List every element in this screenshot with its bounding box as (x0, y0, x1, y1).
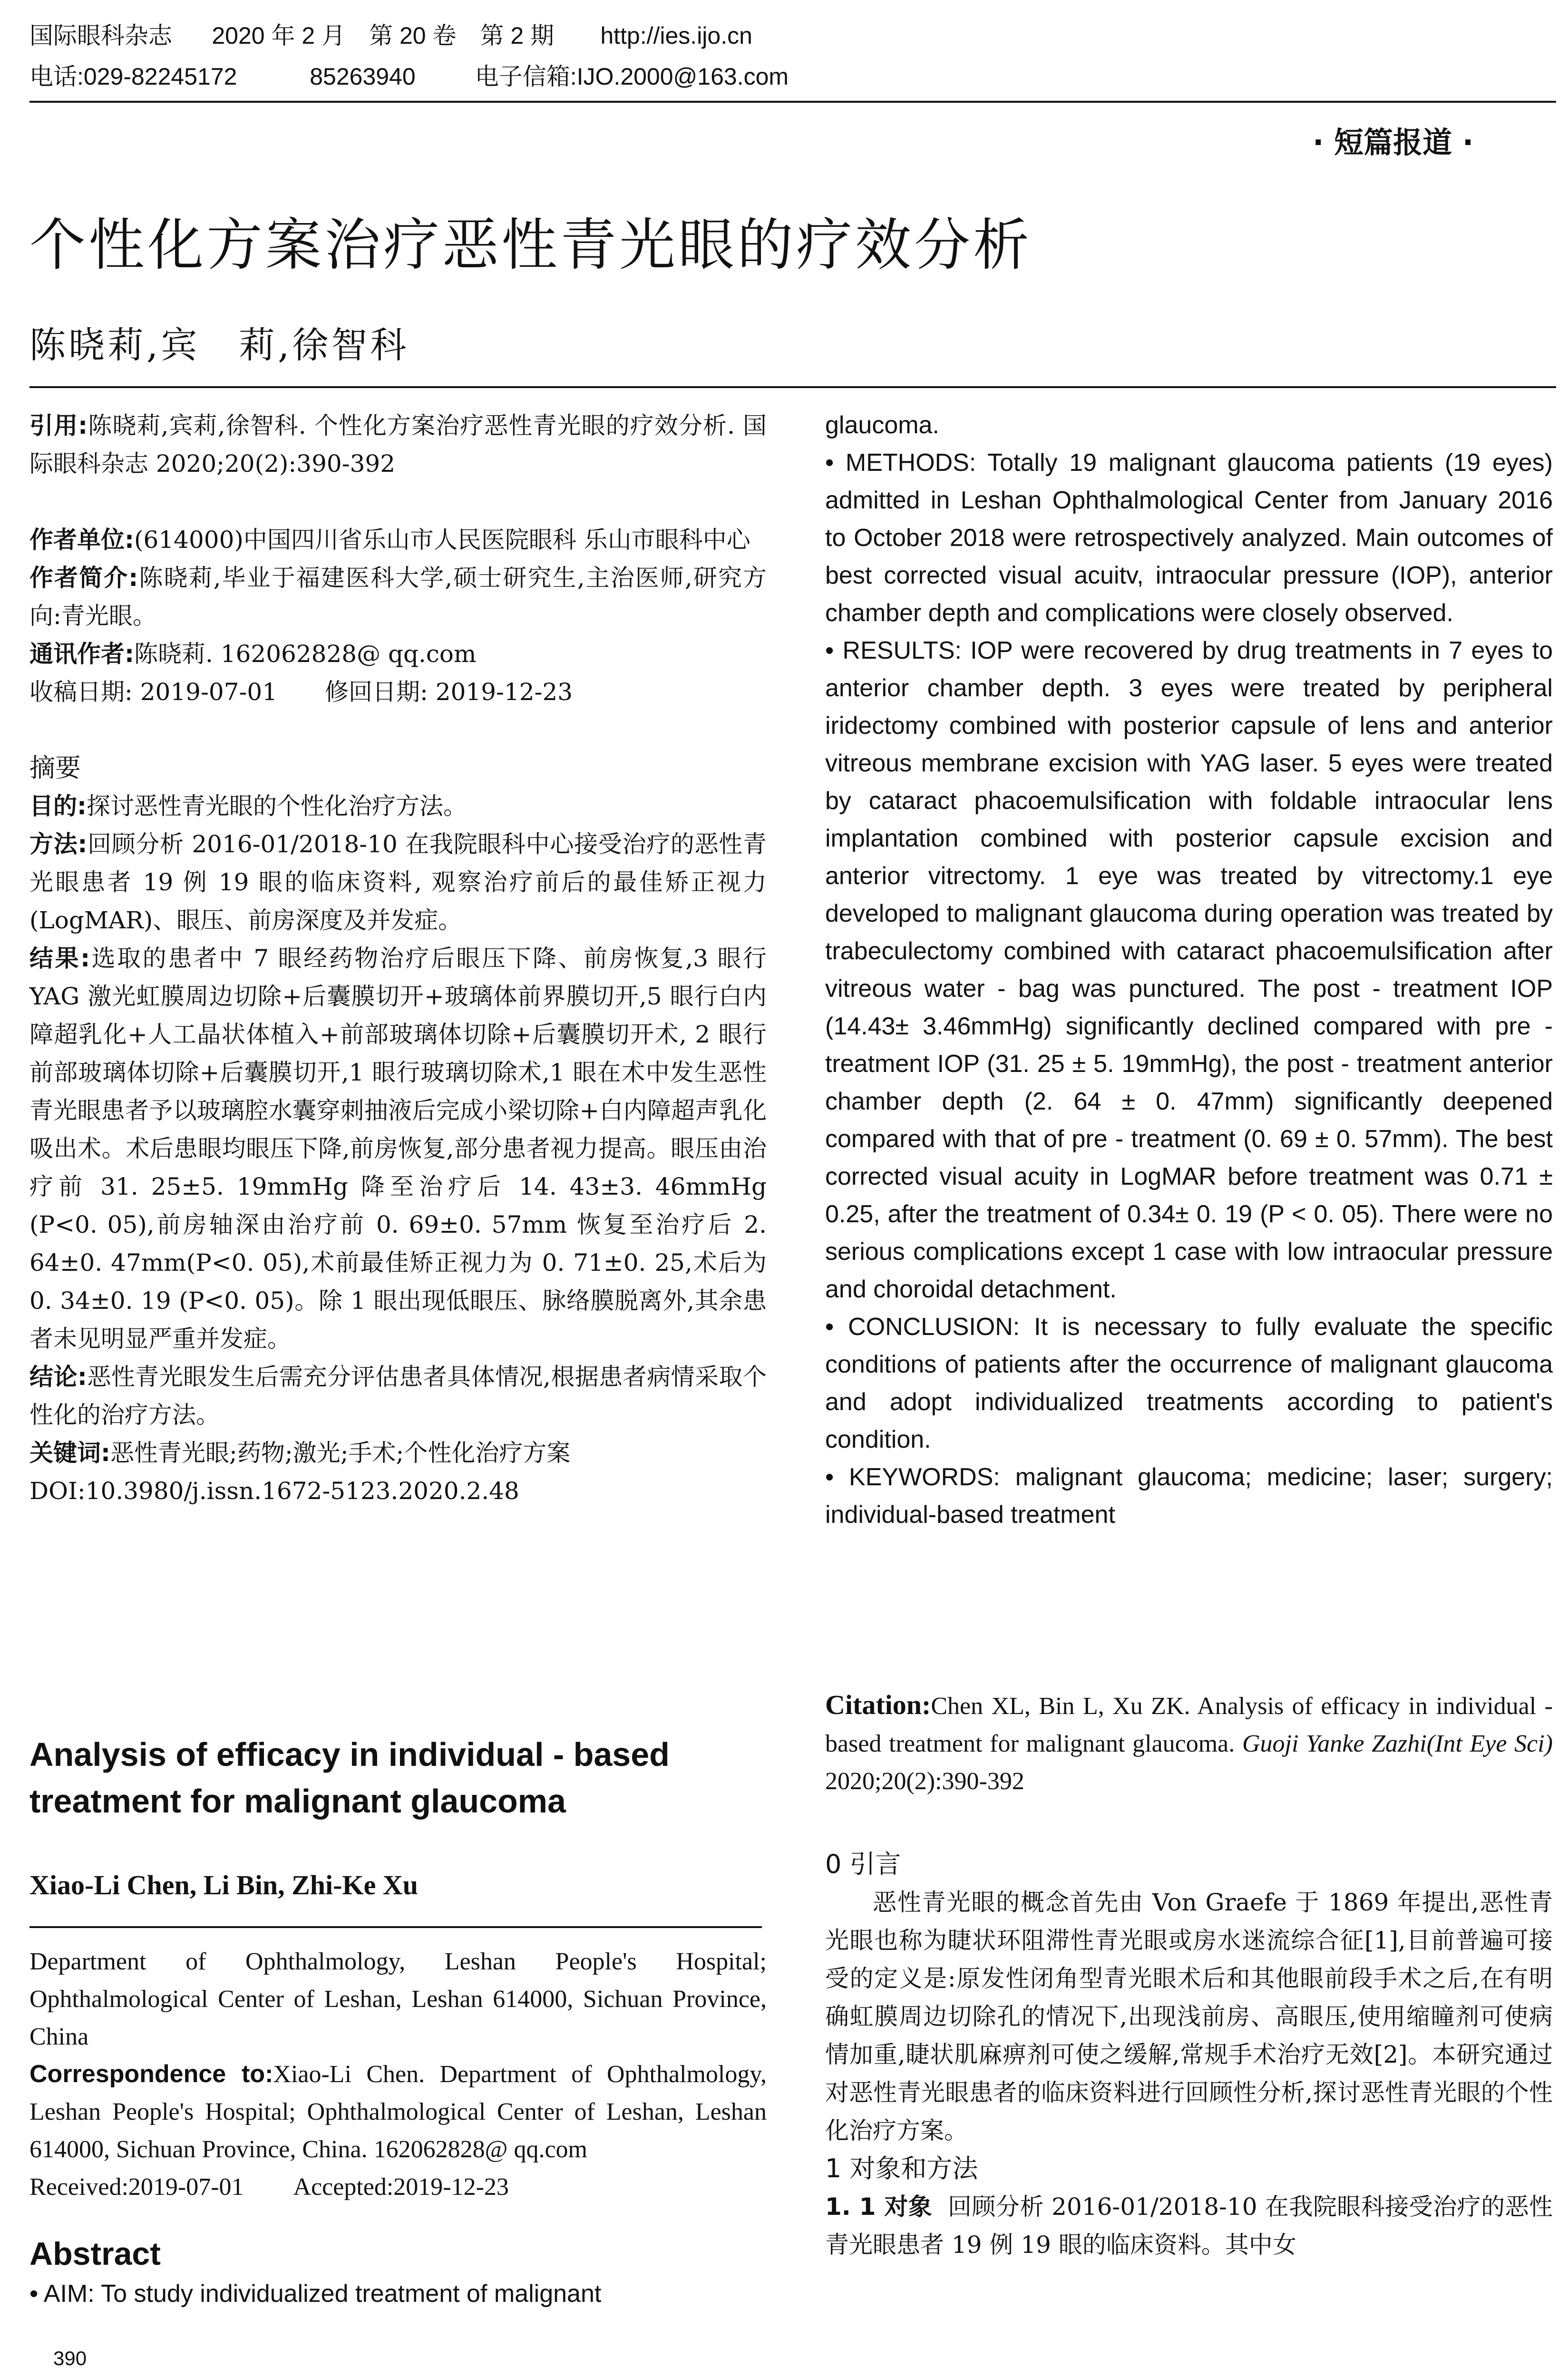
conclusion-cn (29, 1358, 767, 1434)
intro-text: 恶性青光眼的概念首先由 Von Graefe 于 1869 年提出,恶性青光眼也称为睫状环阻滞性青光眼或房水迷流综合征[1],目前普遍可接受的定义是:原发性闭角型青光眼术后和其他眼前段手术之后,在有明确虹膜周边切除孔的情况下,出现浅前房、高眼压,使用缩瞳剂可使病情加重,睫状肌麻痹剂可使之缓解,常规手术治疗无效[2]。本研究通过对恶性青光眼患者的临床资料进行回顾性分析,探讨恶性青光眼的个性化治疗方案。 (825, 1889, 1553, 2144)
keywords-cn-label: 关键词: (29, 1439, 110, 1467)
intro-block (825, 1845, 1553, 2264)
en-affil-block (29, 1943, 767, 2206)
dates-cn: 收稿日期: 2019-07-01 修回日期: 2019-12-23 (29, 678, 573, 706)
bio-cn-label: 作者简介: (29, 564, 138, 592)
methods-cn-label: 方法: (29, 830, 88, 858)
en-citation-label: Citation: (825, 1689, 931, 1720)
header-rule (29, 101, 1556, 103)
en-abstract-block (29, 2235, 767, 2313)
journal-issue: 2020 年 2 月 第 20 卷 第 2 期 (212, 22, 555, 49)
journal-phone: 电话:029-82245172 (29, 63, 237, 90)
corr-cn-label: 通讯作者: (29, 640, 134, 668)
affiliation-cn (29, 521, 767, 559)
en-keywords: • KEYWORDS: malignant glaucoma; medicine; laser; surgery; individual-based treatment (825, 1463, 1553, 1529)
en-authors: Xiao-Li Chen, Li Bin, Zhi-Ke Xu (29, 1870, 418, 1900)
journal-url[interactable]: http://ies.ijo.cn (600, 22, 752, 49)
keywords-cn-text: 恶性青光眼;药物;激光;手术;个性化治疗方案 (110, 1439, 571, 1467)
conclusion-cn-text: 恶性青光眼发生后需充分评估患者具体情况,根据患者病情采取个性化的治疗方法。 (29, 1363, 767, 1429)
aim-cn-label: 目的: (29, 792, 87, 820)
en-correspondence-text: Xiao-Li Chen. Department of Ophthalmology, Leshan People's Hospital; Ophthalmological Center of Leshan, Leshan 614000, Sichuan Province, China. 162062828@ qq.com (29, 2061, 767, 2163)
abstract-cn-heading: 摘要 (29, 753, 81, 783)
methods-cn (29, 825, 767, 939)
affiliation-cn-label: 作者单位: (29, 526, 134, 554)
subjects-paragraph (825, 2188, 1553, 2264)
results-cn-text: 选取的患者中 7 眼经药物治疗后眼压下降、前房恢复,3 眼行 YAG 激光虹膜周边切除+后囊膜切开+玻璃体前界膜切开,5 眼行白内障超乳化+人工晶状体植入+前部玻璃体切除+后囊膜切开术, 2 眼行前部玻璃体切除+后囊膜切开,1 眼行玻璃切除术,1 眼在术中发生恶性青光眼患者予以玻璃腔水囊穿刺抽液后完成小梁切除+白内障超声乳化吸出术。术后患眼均眼压下降,前房恢复,部分患者视力提高。眼压由治疗前 31. 25±5. 19mmHg 降至治疗后 14. 43±3. 46mmHg (P<0. 05),前房轴深由治疗前 0. 69±0. 57mm 恢复至治疗后 2. 64±0. 47mm(P<0. 05),术前最佳矫正视力为 0. 71±0. 25,术后为 0. 34±0. 19 (P<0. 05)。除 1 眼出现低眼压、脉络膜脱离外,其余患者未见明显严重并发症。 (29, 945, 767, 1353)
en-citation-tail: 2020;20(2):390-392 (825, 1768, 1024, 1795)
page-number: 390 (53, 2347, 87, 2369)
en-correspondence-label: Correspondence to: (29, 2060, 273, 2088)
subjects-text: 回顾分析 2016-01/2018-10 在我院眼科接受治疗的恶性青光眼患者 19 例 19 眼的临床资料。其中女 (825, 2193, 1553, 2259)
aim-cn (29, 787, 767, 825)
subjects-label: 1. 1 对象 (825, 2193, 933, 2221)
methods-cn-text: 回顾分析 2016-01/2018-10 在我院眼科中心接受治疗的恶性青光眼患者 19 例 19 眼的临床资料, 观察治疗前后的最佳矫正视力(LogMAR)、眼压、前房深度及并发症。 (29, 830, 767, 934)
en-correspondence (29, 2056, 767, 2168)
aim-cn-text: 探讨恶性青光眼的个性化治疗方法。 (87, 792, 467, 820)
en-aim: • AIM: To study individualized treatment of malignant (29, 2280, 602, 2308)
authors-cn: 陈晓莉,宾 莉,徐智科 (29, 324, 409, 366)
page-title: 个性化方案治疗恶性青光眼的疗效分析 (29, 212, 1032, 278)
right-column (825, 407, 1553, 1534)
title-rule (29, 386, 1556, 388)
en-abstract-heading: Abstract (29, 2236, 161, 2272)
en-affiliation: Department of Ophthalmology, Leshan People's Hospital; Ophthalmological Center of Leshan, Leshan 614000, Sichuan Province, China (29, 1948, 767, 2050)
en-citation-block (825, 1686, 1553, 1800)
corr-cn-text: 陈晓莉. 162062828@ qq.com (134, 640, 477, 668)
en-authors-block (29, 1869, 767, 1901)
citation-cn-label: 引用: (29, 412, 88, 439)
left-column (29, 407, 767, 1510)
en-title-block (29, 1731, 767, 1824)
section-label: · 短篇报道 · (1313, 125, 1474, 160)
citation-cn-text: 陈晓莉,宾莉,徐智科. 个性化方案治疗恶性青光眼的疗效分析. 国际眼科杂志 2020;20(2):390-392 (29, 412, 767, 477)
en-results: • RESULTS: IOP were recovered by drug treatments in 7 eyes to anterior chamber depth. 3 eyes were treated by peripheral iridectomy combined with posterior capsule of lens and anterior vitreous membrane excision with YAG laser. 5 eyes were treated by cataract phacoemulsification with foldable intraocular lens implantation combined with posterior capsule excision and anterior vitrectomy. 1 eye was treated by vitrectomy.1 eye developed to malignant glaucoma during operation was treated by trabeculectomy combined with cataract phacoemulsification after vitreous water - bag was punctured. The post - treatment IOP (14.43± 3.46mmHg) significantly declined compared with pre - treatment IOP (31. 25 ± 5. 19mmHg), the post - treatment anterior chamber depth (2. 64 ± 0. 47mm) significantly deepened compared with that of pre - treatment (0. 69 ± 0. 57mm). The best corrected visual acuity in LogMAR before treatment was 0.71 ± 0.25, after the treatment of 0.34± 0. 19 (P < 0. 05). There were no serious complications except 1 case with low intraocular pressure and choroidal detachment. (825, 637, 1553, 1303)
en-methods: • METHODS: Totally 19 malignant glaucoma patients (19 eyes) admitted in Leshan Ophthalmological Center from January 2016 to October 2018 were retrospectively analyzed. Main outcomes of best corrected visual acuitv, intraocular pressure (IOP), anterior chamber depth and complications were closely observed. (825, 449, 1553, 627)
results-cn (29, 939, 767, 1358)
en-citation-text: Chen XL, Bin L, Xu ZK. Analysis of efficacy in individual - based treatment for malignant glaucoma. (825, 1693, 1553, 1757)
affiliation-cn-text: (614000)中国四川省乐山市人民医院眼科 乐山市眼科中心 (134, 526, 750, 554)
journal-contact (29, 61, 789, 92)
doi[interactable]: DOI:10.3980/j.issn.1672-5123.2020.2.48 (29, 1477, 519, 1505)
journal-header (29, 20, 752, 51)
journal-name: 国际眼科杂志 (29, 22, 172, 49)
en-authors-rule (29, 1926, 762, 1928)
corr-cn (29, 635, 767, 673)
methods-heading: 1 对象和方法 (825, 2153, 978, 2183)
en-citation (825, 1686, 1553, 1800)
journal-email: 电子信箱:IJO.2000@163.com (475, 63, 789, 90)
en-aim-continued: glaucoma. (825, 411, 939, 439)
keywords-cn (29, 1434, 767, 1472)
en-title: Analysis of efficacy in individual - based treatment for malignant glaucoma (29, 1736, 670, 1820)
journal-phone2: 85263940 (310, 63, 416, 90)
results-cn-label: 结果: (29, 945, 90, 972)
bio-cn (29, 559, 767, 635)
en-dates: Received:2019-07-01 Accepted:2019-12-23 (29, 2173, 509, 2201)
conclusion-cn-label: 结论: (29, 1363, 87, 1391)
en-conclusion: • CONCLUSION: It is necessary to fully evaluate the specific conditions of patients after the occurrence of malignant glaucoma and adopt individualized treatments according to patient's condition. (825, 1313, 1553, 1453)
bio-cn-text: 陈晓莉,毕业于福建医科大学,硕士研究生,主治医师,研究方向:青光眼。 (29, 564, 767, 630)
en-citation-journal: Guoji Yanke Zazhi(Int Eye Sci) (1242, 1730, 1553, 1757)
citation-cn (29, 407, 767, 483)
intro-heading: 0 引言 (825, 1849, 901, 1879)
